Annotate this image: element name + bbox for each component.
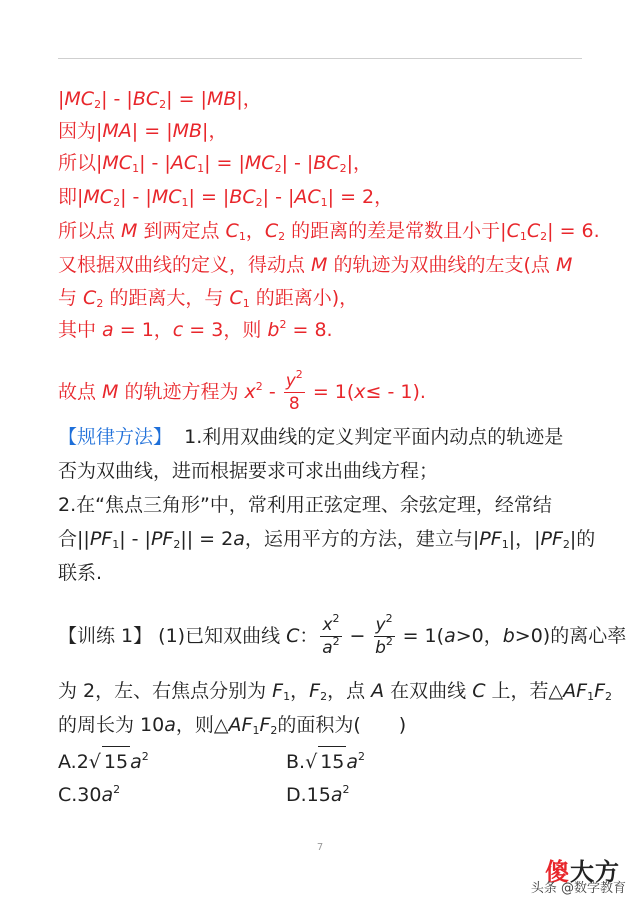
method-line-5: 联系. <box>58 562 103 584</box>
exercise-line-1: 【训练 1】 (1)已知双曲线 C： $\frac{x^2}{a^2}$ − $\frac{y^2}{b^2}$ = 1(a>0，b>0)的离心率 <box>58 611 627 658</box>
sqrt-symbol: √ <box>88 751 101 773</box>
method-line-1: 【规律方法】 1.利用双曲线的定义判定平面内动点的轨迹是 <box>58 426 564 448</box>
solution-line-5: 所以点 M 到两定点 $C_1$，$C_2$ 的距离的差是常数且小于$|C_1C_2| = 6$. <box>58 220 600 243</box>
exercise-tag: 【训练 1】 <box>58 625 153 647</box>
method-line-2: 否为双曲线，进而根据要求可求出曲线方程； <box>58 460 439 482</box>
watermark-logo: 傻大方 <box>545 858 620 886</box>
fraction-x2-over-a2: $\frac{x^2}{a^2}$ <box>322 611 340 658</box>
method-tag: 【规律方法】 <box>58 426 173 448</box>
header-divider <box>58 58 582 59</box>
solution-line-1: $|MC_2| - |BC_2| = |MB|$， <box>58 88 262 111</box>
option-d[interactable]: $D.15a^2$ <box>286 783 350 806</box>
solution-line-7: 与 $C_2$ 的距离大，与 $C_1$ 的距离小)， <box>58 287 359 310</box>
watermark-credit: 头条 @数学教育 <box>530 881 626 896</box>
solution-line-4: 即$|MC_2| - |MC_1| = |BC_2| - |AC_1| = 2$， <box>58 186 394 209</box>
sqrt-symbol: √ <box>305 751 318 773</box>
exercise-line-2: 为 2，左、右焦点分别为 $F_1$，$F_2$，点 A 在双曲线 C 上，若$\triangle AF_1F_2$ <box>58 680 613 703</box>
option-c[interactable]: $C.30a^2$ <box>58 783 121 806</box>
method-line-3: 2.在“焦点三角形”中，常利用正弦定理、余弦定理，经常结 <box>58 494 552 516</box>
fraction-y2-over-b2: $\frac{y^2}{b^2}$ <box>375 611 393 658</box>
solution-line-2: 因为|MA| = |MB|， <box>58 120 228 142</box>
method-line-4: 合$||PF_1| - |PF_2|| = 2a$，运用平方的方法，建立与$|PF_1|$，$|PF_2|$的 <box>58 528 596 551</box>
page-number: 7 <box>316 842 324 853</box>
solution-line-6: 又根据双曲线的定义，得动点 M 的轨迹为双曲线的左支(点 M <box>58 254 573 276</box>
solution-line-3: 所以$|MC_1| - |AC_1| = |MC_2| - |BC_2|$， <box>58 152 373 175</box>
fraction-y2-over-8: $\frac{y^2}{8}$ <box>285 367 303 414</box>
option-b[interactable]: B.√ 15 $a^2$ <box>286 746 365 777</box>
option-a[interactable]: A.2√ 15 $a^2$ <box>58 746 149 777</box>
solution-line-8: 其中 a = 1，c = 3，则 $b^2 = 8$. <box>58 318 333 341</box>
solution-line-9: 故点 M 的轨迹方程为 $x^2$ - $\frac{y^2}{8}$ = 1(x≤ - 1). <box>58 367 426 414</box>
exercise-line-3: 的周长为 10a，则$\triangle AF_1F_2$的面积为( ) <box>58 714 407 737</box>
